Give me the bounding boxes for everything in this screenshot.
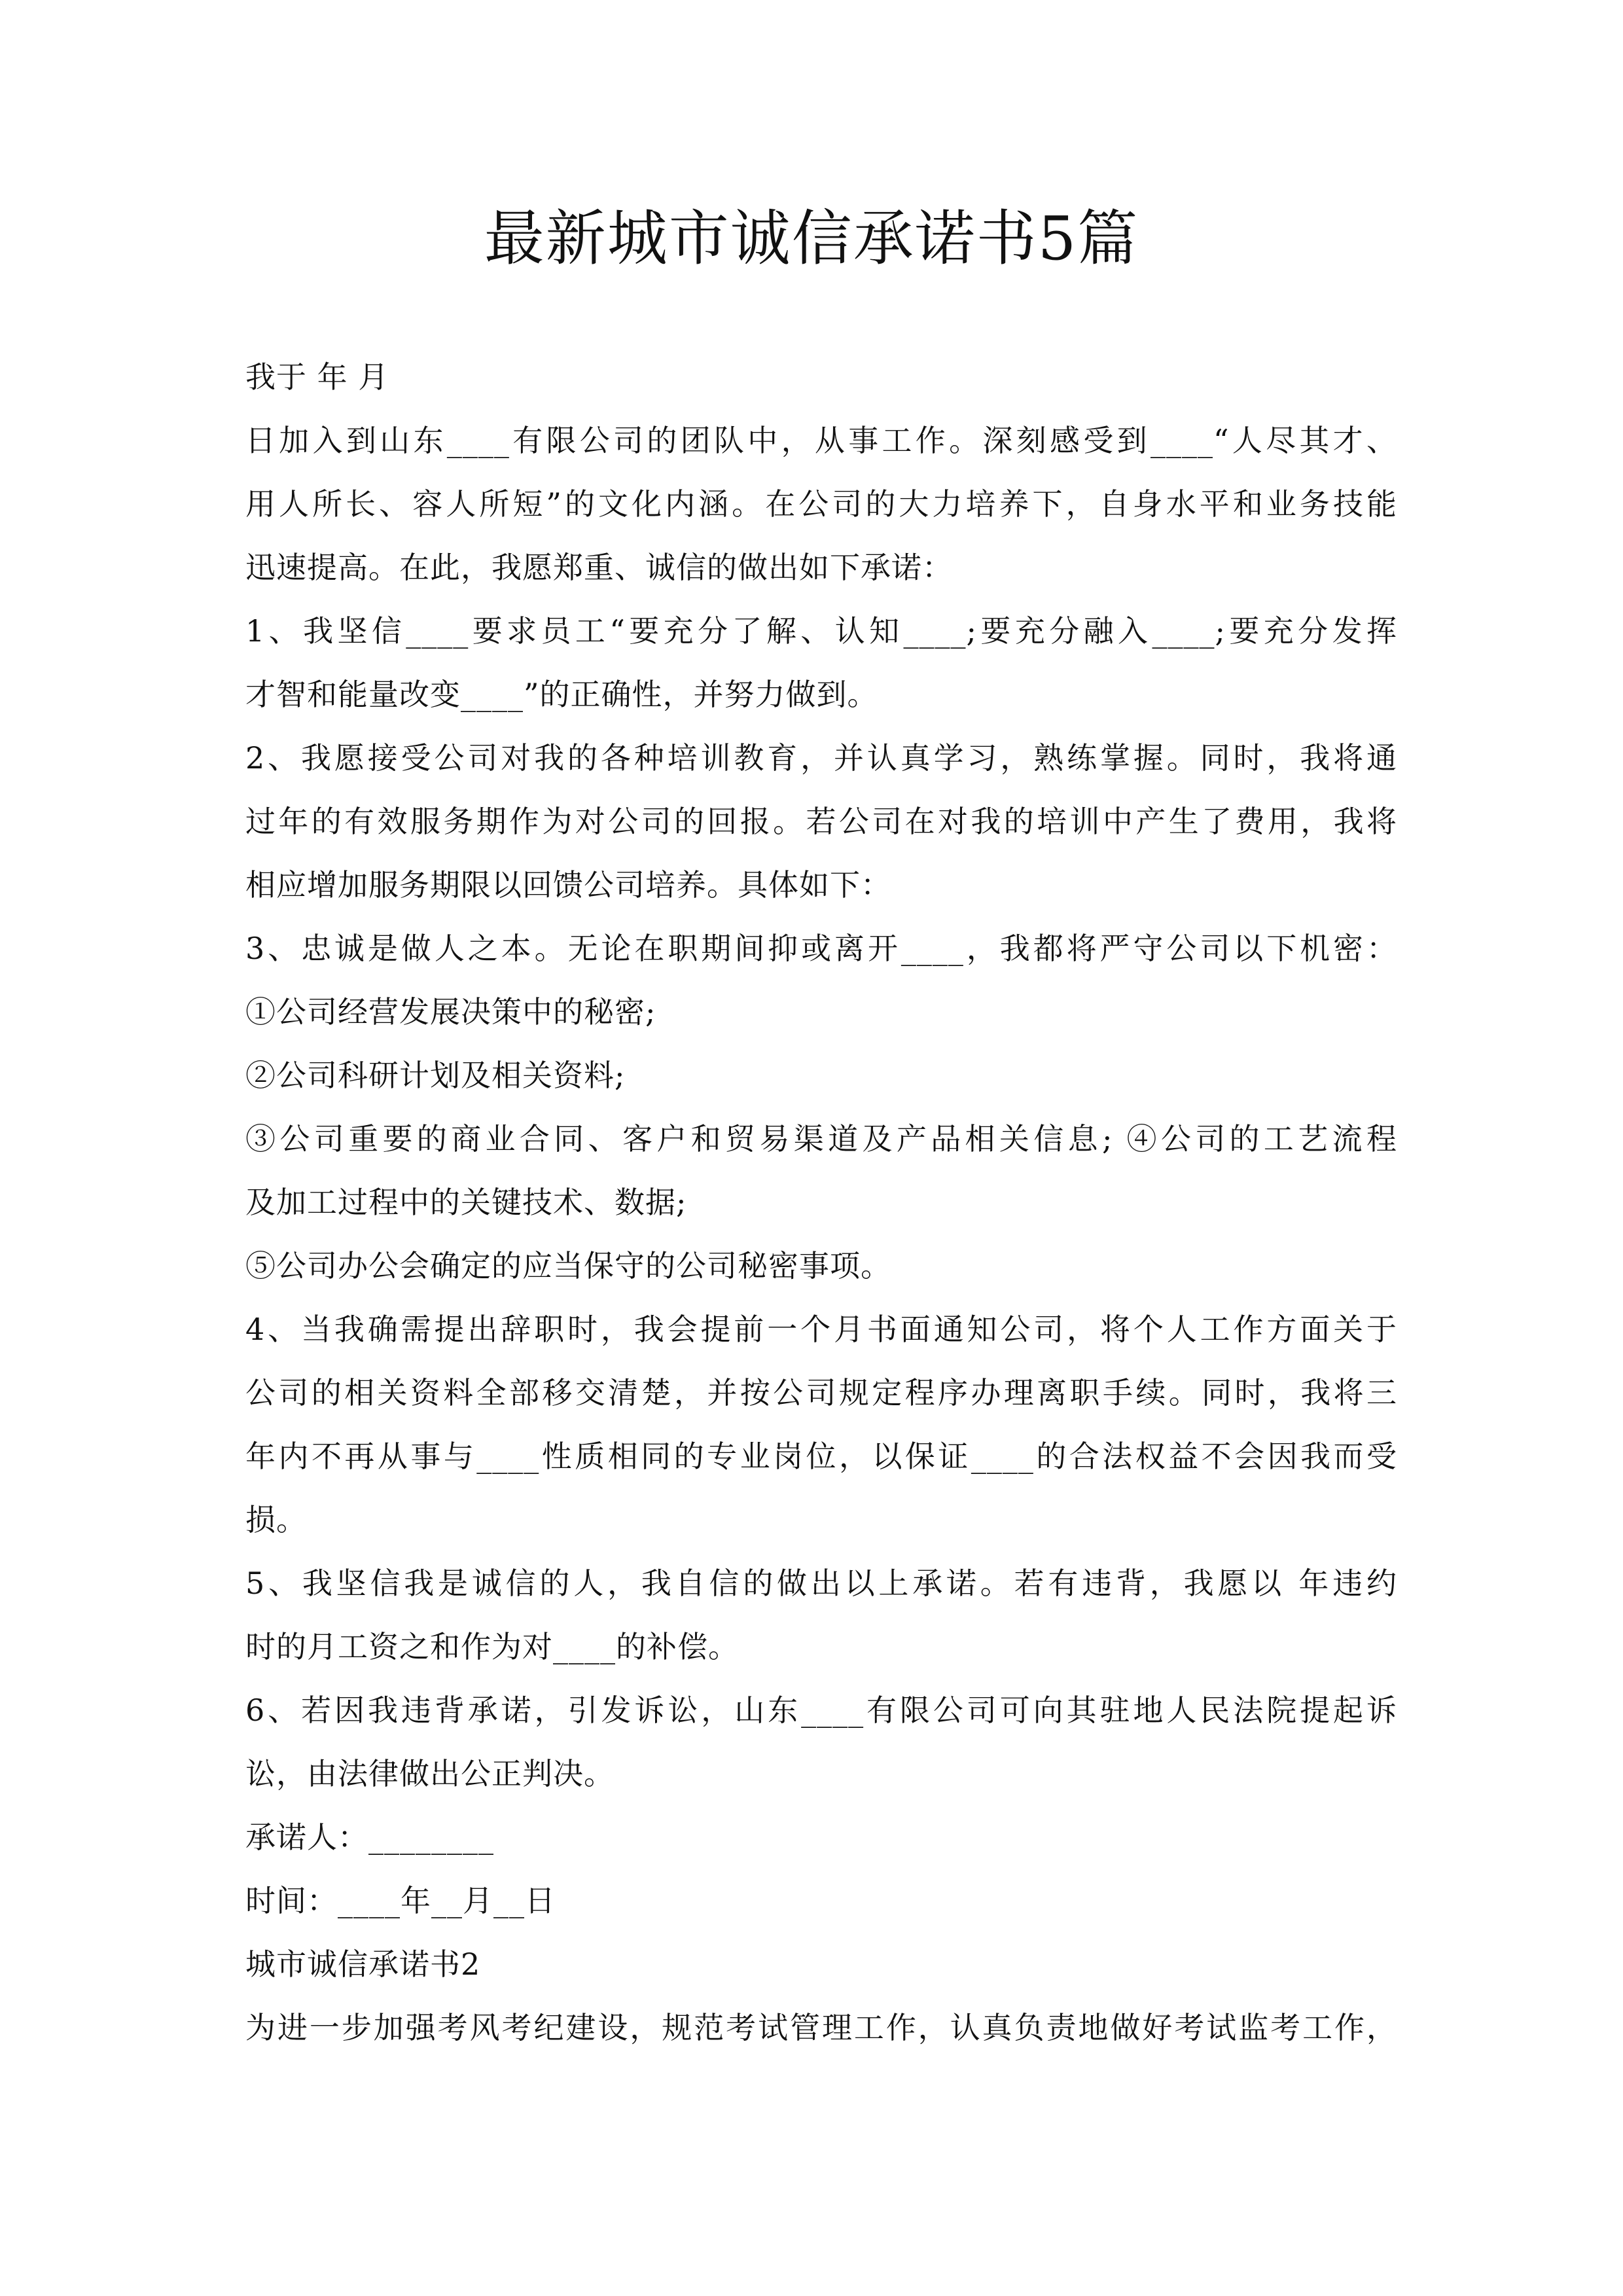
text-line: 时的月工资之和作为对____的补偿。 (245, 1629, 739, 1664)
text-line: 相应增加服务期限以回馈公司培养。具体如下： (245, 867, 891, 903)
date-line: 时间：____年__月__日 (245, 1883, 556, 1918)
text-line: 1、我坚信____要求员工“要充分了解、认知____;要充分融入____;要充分发挥 (245, 613, 1397, 649)
text-line: 2、我愿接受公司对我的各种培训教育，并认真学习，熟练掌握。同时，我将通 (245, 740, 1397, 776)
text-line: 我于 年 月 (245, 359, 389, 395)
text-line: 日加入到山东____有限公司的团队中，从事工作。深刻感受到____“人尽其才、 (245, 423, 1397, 458)
text-line: 及加工过程中的关键技术、数据; (245, 1185, 687, 1220)
text-line: 讼，由法律做出公正判决。 (245, 1756, 615, 1791)
text-line: 过年的有效服务期作为对公司的回报。若公司在对我的培训中产生了费用，我将 (245, 804, 1397, 839)
text-line: 5、我坚信我是诚信的人，我自信的做出以上承诺。若有违背，我愿以 年违约 (245, 1566, 1397, 1601)
text-line: ③公司重要的商业合同、客户和贸易渠道及产品相关信息; ④公司的工艺流程 (245, 1121, 1397, 1157)
text-line: 为进一步加强考风考纪建设，规范考试管理工作，认真负责地做好考试监考工作， (245, 2010, 1397, 2045)
section-heading: 城市诚信承诺书2 (245, 1946, 481, 1982)
text-line: 用人所长、容人所短”的文化内涵。在公司的大力培养下，自身水平和业务技能 (245, 486, 1397, 522)
document-body (245, 346, 1397, 2060)
signer-line: 承诺人：________ (245, 1820, 494, 1855)
text-line: ①公司经营发展决策中的秘密; (245, 994, 656, 1030)
text-line: 才智和能量改变____”的正确性，并努力做到。 (245, 677, 878, 712)
text-line: ⑤公司办公会确定的应当保守的公司秘密事项。 (245, 1248, 891, 1283)
text-line: 3、忠诚是做人之本。无论在职期间抑或离开____，我都将严守公司以下机密： (245, 931, 1397, 966)
text-line: 年内不再从事与____性质相同的专业岗位，以保证____的合法权益不会因我而受 (245, 1439, 1397, 1474)
text-line: 公司的相关资料全部移交清楚，并按公司规定程序办理离职手续。同时，我将三 (245, 1375, 1397, 1410)
text-line: ②公司科研计划及相关资料; (245, 1058, 626, 1093)
text-line: 损。 (245, 1502, 307, 1537)
text-line: 迅速提高。在此，我愿郑重、诚信的做出如下承诺： (245, 550, 953, 585)
document-title: 最新城市诚信承诺书5篇 (484, 204, 1139, 274)
text-line: 4、当我确需提出辞职时，我会提前一个月书面通知公司，将个人工作方面关于 (245, 1312, 1397, 1347)
text-line: 6、若因我违背承诺，引发诉讼，山东____有限公司可向其驻地人民法院提起诉 (245, 1693, 1397, 1728)
